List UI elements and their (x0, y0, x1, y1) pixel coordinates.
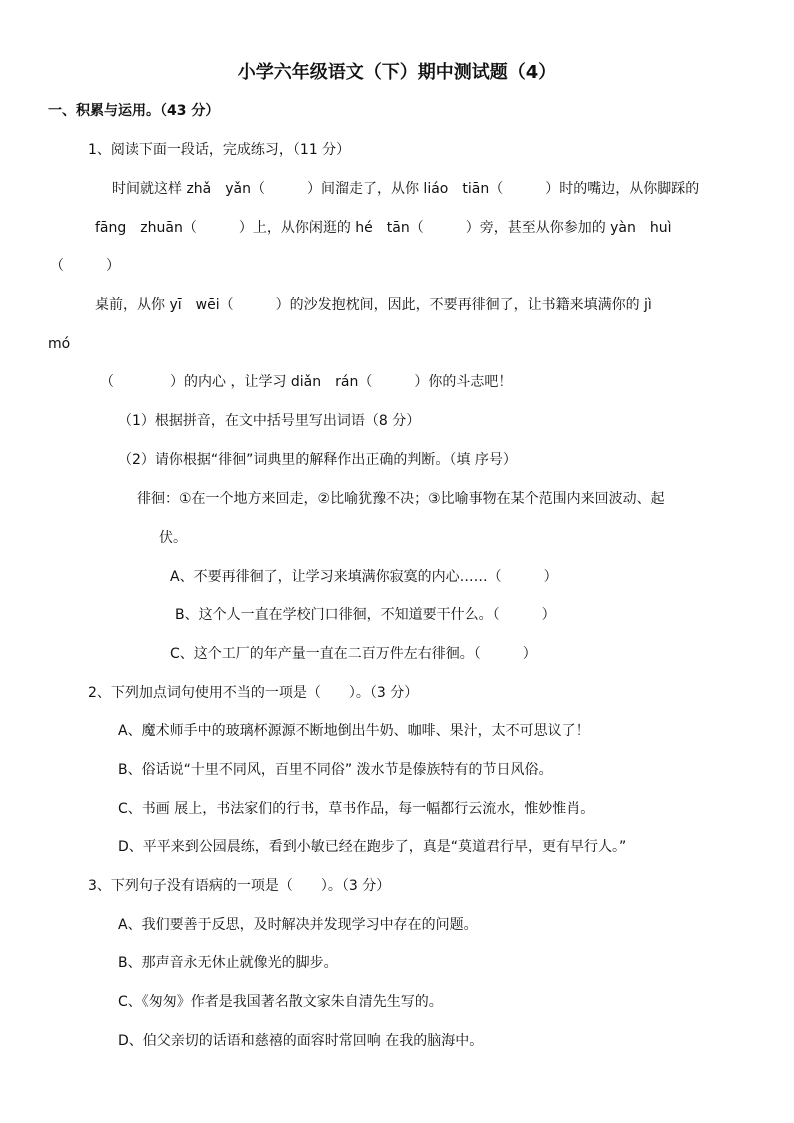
question-1-heading: 1、阅读下面一段话，完成练习，（11 分） (88, 142, 351, 158)
passage-line: 时间就这样 zhǎ yǎn（ ）间溜走了，从你 liáo tiān（ ）时的嘴边，从你脚踩的 (112, 181, 700, 197)
passage-line: （ ） (50, 258, 120, 274)
passage-line: （ ）的内心 ，让学习 diǎn rán（ ）你的斗志吧！ (100, 374, 513, 390)
definition-line: 伏。 (159, 530, 187, 546)
option-line: B、这个人一直在学校门口徘徊，不知道要干什么。（ ） (175, 607, 556, 623)
option-line: A、我们要善于反思，及时解决并发现学习中存在的问题。 (118, 917, 478, 933)
definition-line: 徘徊：①在一个地方来回走，②比喻犹豫不决；③比喻事物在某个范围内来回波动、起 (137, 491, 665, 507)
page-title: 小学六年级语文（下）期中测试题（4） (237, 62, 557, 83)
option-line: B、那声音永无休止就像光的脚步。 (118, 955, 338, 971)
passage-line: 桌前，从你 yī wēi（ ）的沙发抱枕间，因此，不要再徘徊了，让书籍来填满你的 jì (95, 297, 652, 313)
option-line: A、魔术师手中的玻璃杯源源不断地倒出牛奶、咖啡、果汁，太不可思议了！ (118, 723, 590, 739)
sub-question: （2）请你根据“徘徊”词典里的解释作出正确的判断。（填 序号） (118, 452, 517, 468)
option-line: C、书画 展上，书法家们的行书，草书作品，每一幅都行云流水，惟妙惟肖。 (118, 801, 595, 817)
passage-line: fāng zhuān（ ）上，从你闲逛的 hé tān（ ）旁，甚至从你参加的 yàn huì (95, 220, 672, 236)
option-line: B、俗话说“十里不同风，百里不同俗” 泼水节是傣族特有的节日风俗。 (118, 762, 553, 778)
option-line: D、伯父亲切的话语和慈禧的面容时常回响 在我的脑海中。 (118, 1033, 484, 1049)
sub-question: （1）根据拼音，在文中括号里写出词语（8 分） (118, 413, 421, 429)
question-2-heading: 2、下列加点词句使用不当的一项是（ ）。（3 分） (88, 685, 419, 701)
option-line: A、不要再徘徊了，让学习来填满你寂寞的内心……（ ） (170, 569, 558, 585)
option-line: D、平平来到公园晨练，看到小敏已经在跑步了，真是“莫道君行早，更有早行人。” (118, 839, 627, 855)
passage-line: mó (48, 336, 71, 352)
option-line: C、《匆匆》作者是我国著名散文家朱自清先生写的。 (118, 994, 443, 1010)
question-3-heading: 3、下列句子没有语病的一项是（ ）。（3 分） (88, 878, 391, 894)
option-line: C、这个工厂的年产量一直在二百万件左右徘徊。（ ） (170, 646, 537, 662)
section-heading: 一、积累与运用。（43 分） (48, 103, 220, 119)
